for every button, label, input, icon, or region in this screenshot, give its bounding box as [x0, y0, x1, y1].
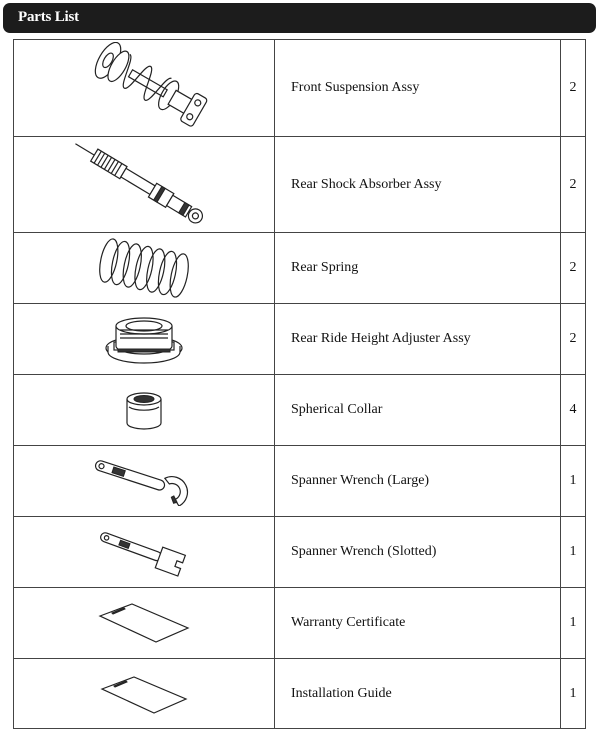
part-name: Rear Spring — [275, 233, 561, 304]
part-image-cell — [14, 659, 275, 729]
part-image-cell — [14, 517, 275, 588]
spherical-collar-icon — [119, 385, 169, 435]
part-image-cell — [14, 304, 275, 375]
part-image-cell — [14, 588, 275, 659]
part-quantity: 2 — [561, 233, 586, 304]
rear-shock-absorber-icon — [64, 139, 224, 231]
part-image-cell — [14, 233, 275, 304]
part-quantity: 1 — [561, 517, 586, 588]
ride-height-adjuster-icon — [104, 306, 184, 372]
part-image-cell — [14, 446, 275, 517]
part-name: Spanner Wrench (Large) — [275, 446, 561, 517]
coil-spring-icon — [94, 235, 194, 301]
table-row — [14, 659, 586, 729]
part-quantity: 2 — [561, 137, 586, 233]
table-row — [14, 375, 586, 446]
part-image-cell — [14, 40, 275, 137]
part-image-cell — [14, 375, 275, 446]
table-row — [14, 40, 586, 137]
part-quantity: 4 — [561, 375, 586, 446]
warranty-certificate-icon — [94, 598, 194, 648]
part-name: Spherical Collar — [275, 375, 561, 446]
table-row — [14, 304, 586, 375]
parts-list-header — [3, 3, 596, 33]
installation-guide-icon — [94, 669, 194, 719]
table-row — [14, 137, 586, 233]
table-row — [14, 233, 586, 304]
part-name: Spanner Wrench (Slotted) — [275, 517, 561, 588]
part-image-cell — [14, 137, 275, 233]
part-name: Front Suspension Assy — [275, 40, 561, 137]
part-name: Installation Guide — [275, 659, 561, 729]
part-quantity: 2 — [561, 40, 586, 137]
part-name: Warranty Certificate — [275, 588, 561, 659]
part-quantity: 1 — [561, 446, 586, 517]
page-title: Parts List — [18, 9, 79, 25]
part-name: Rear Ride Height Adjuster Assy — [275, 304, 561, 375]
spanner-wrench-large-icon — [89, 456, 199, 506]
spanner-wrench-slotted-icon — [94, 527, 194, 577]
table-row — [14, 517, 586, 588]
table-row — [14, 588, 586, 659]
part-name: Rear Shock Absorber Assy — [275, 137, 561, 233]
part-quantity: 1 — [561, 588, 586, 659]
parts-table — [13, 39, 586, 729]
part-quantity: 1 — [561, 659, 586, 729]
front-suspension-icon — [69, 42, 219, 134]
table-row — [14, 446, 586, 517]
part-quantity: 2 — [561, 304, 586, 375]
